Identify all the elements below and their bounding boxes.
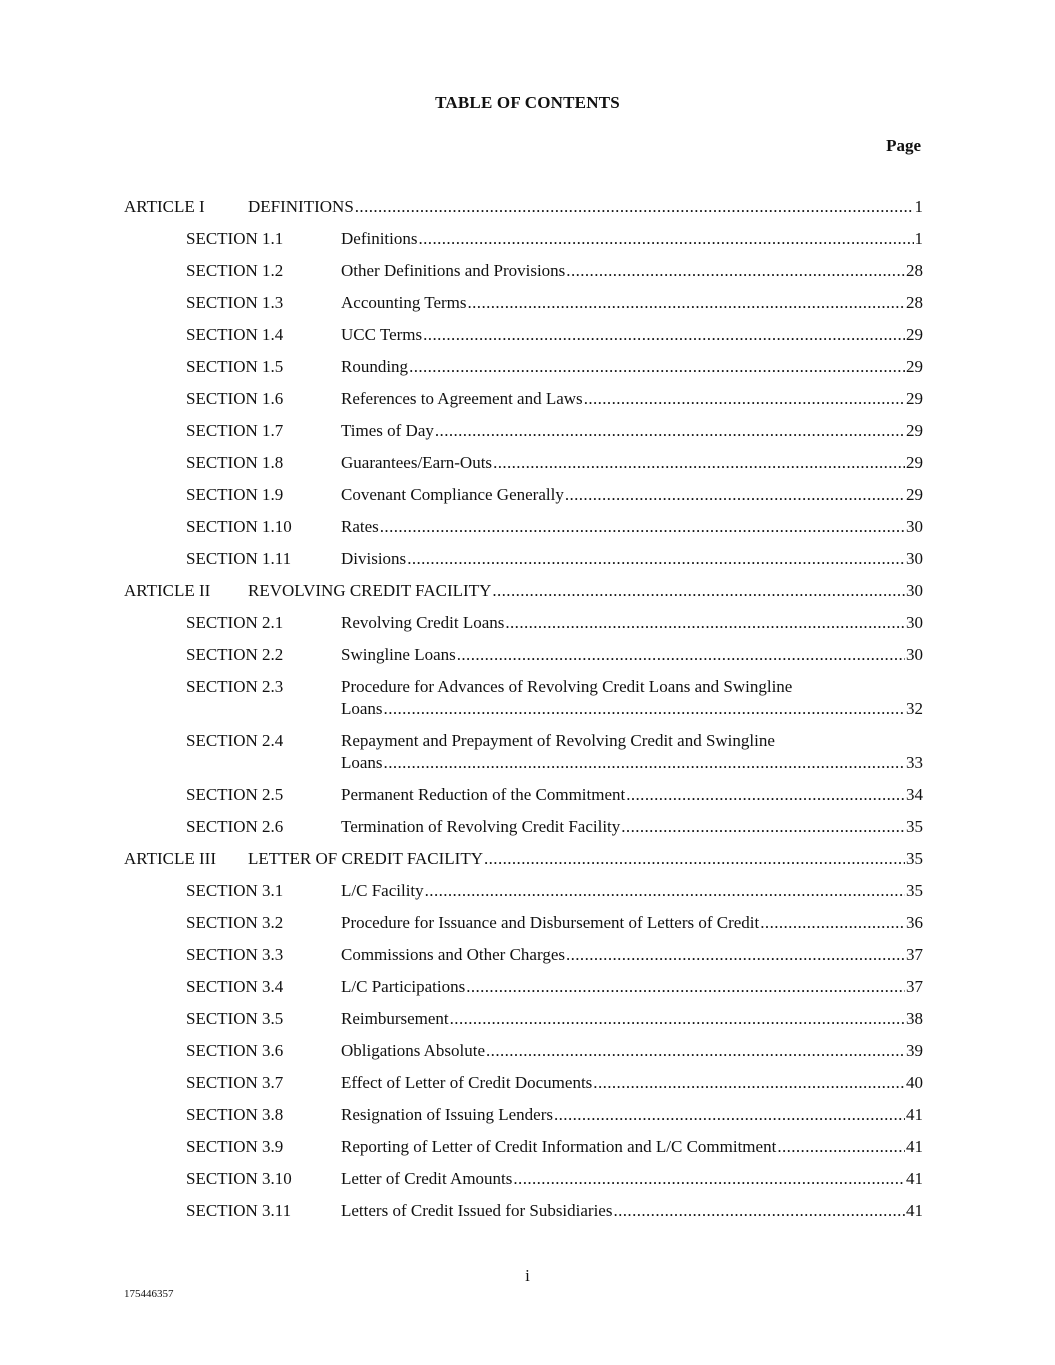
entry-title: Other Definitions and Provisions: [341, 261, 566, 280]
toc-title: TABLE OF CONTENTS: [435, 93, 620, 112]
entry-page-number: 30: [906, 613, 923, 632]
entry-leader-line: [341, 878, 923, 902]
dot-leader: [407, 548, 905, 570]
entry-number-label: SECTION 3.11: [186, 1201, 292, 1220]
toc-section-entry[interactable]: [0, 814, 1055, 846]
dot-leader: [621, 816, 905, 838]
entry-page-number: 30: [906, 581, 923, 600]
toc-section-entry[interactable]: [0, 386, 1055, 418]
entry-leader-line: [248, 578, 923, 602]
entry-page-number: 29: [906, 421, 923, 440]
entry-leader-line: [341, 1198, 923, 1222]
toc-section-entry[interactable]: [0, 910, 1055, 942]
entry-leader-line: [341, 1070, 923, 1094]
toc-section-entry[interactable]: [0, 258, 1055, 290]
dot-leader: [468, 292, 906, 314]
entry-title: Rates: [341, 517, 379, 536]
toc-section-entry[interactable]: [0, 878, 1055, 910]
entry-leader-line: [341, 1038, 923, 1062]
entry-page-number: 29: [906, 453, 923, 472]
toc-section-entry[interactable]: [0, 642, 1055, 674]
entry-page-number: 29: [906, 325, 923, 344]
entry-leader-line: [341, 1006, 923, 1030]
entry-title-wrap: [341, 1070, 923, 1094]
footer-page-number: i: [525, 1266, 530, 1285]
dot-leader: [486, 1040, 905, 1062]
entry-page-number: 29: [906, 357, 923, 376]
entry-number-label: SECTION 1.11: [186, 549, 292, 568]
entry-number-label: SECTION 2.1: [186, 613, 284, 632]
entry-title: Reimbursement: [341, 1009, 449, 1028]
entry-title-wrap: [341, 322, 923, 346]
entry-title: Effect of Letter of Credit Documents: [341, 1073, 593, 1092]
entry-number-label: SECTION 3.5: [186, 1009, 284, 1028]
entry-title: Procedure for Issuance and Disbursement of Letters of Credit: [341, 913, 760, 932]
toc-section-entry[interactable]: [0, 514, 1055, 546]
entry-title-wrap: [341, 642, 923, 666]
toc-article-entry[interactable]: [0, 578, 1055, 610]
entry-leader-line: [341, 546, 923, 570]
entry-number-label: SECTION 2.2: [186, 645, 284, 664]
entry-title-wrap: [341, 728, 923, 774]
toc-section-entry[interactable]: [0, 1166, 1055, 1198]
entry-leader-line: [341, 782, 923, 806]
entry-title: Commissions and Other Charges: [341, 945, 565, 964]
entry-title: L/C Facility: [341, 881, 424, 900]
entry-title-wrap: [341, 974, 923, 998]
toc-section-entry[interactable]: [0, 450, 1055, 482]
toc-section-entry[interactable]: [0, 546, 1055, 578]
entry-page-number: 41: [906, 1201, 923, 1220]
entry-title-wrap: [341, 910, 923, 934]
entry-number-label: SECTION 3.7: [186, 1073, 284, 1092]
dot-leader: [492, 580, 905, 602]
entry-title-wrap: [341, 814, 923, 838]
entry-number-label: SECTION 3.9: [186, 1137, 284, 1156]
entry-number-label: SECTION 1.9: [186, 485, 284, 504]
entry-number-label: SECTION 1.1: [186, 229, 284, 248]
entry-title: Letters of Credit Issued for Subsidiaries: [341, 1201, 613, 1220]
dot-leader: [435, 420, 905, 442]
entry-leader-line: [341, 322, 923, 346]
entry-title-wrap: [341, 942, 923, 966]
dot-leader: [777, 1136, 905, 1158]
entry-leader-line: [341, 418, 923, 442]
dot-leader: [554, 1104, 905, 1126]
page-column-heading: Page: [886, 136, 921, 155]
entry-title: Covenant Compliance Generally: [341, 485, 564, 504]
entry-page-number: 33: [906, 753, 923, 772]
entry-page-number: 41: [906, 1169, 923, 1188]
entry-title-wrap: [341, 514, 923, 538]
entry-title: REVOLVING CREDIT FACILITY: [248, 581, 492, 600]
entry-leader-line: [341, 450, 923, 474]
entry-title-wrap: [341, 226, 923, 250]
entry-title: Resignation of Issuing Lenders: [341, 1105, 553, 1124]
toc-section-entry[interactable]: [0, 728, 1055, 782]
entry-title: Obligations Absolute: [341, 1041, 486, 1060]
entry-number-label: ARTICLE I: [124, 197, 205, 216]
entry-page-number: 35: [906, 881, 923, 900]
entry-number-label: SECTION 1.8: [186, 453, 284, 472]
entry-page-number: 35: [906, 817, 923, 836]
entry-title-wrap: [341, 290, 923, 314]
entry-leader-line: [341, 386, 923, 410]
toc-section-entry[interactable]: [0, 1006, 1055, 1038]
entry-leader-line: [341, 1166, 923, 1190]
toc-section-entry[interactable]: [0, 482, 1055, 514]
entry-title-wrap: [341, 1006, 923, 1030]
dot-leader: [593, 1072, 905, 1094]
entry-leader-line: [341, 752, 923, 774]
entry-title: Termination of Revolving Credit Facility: [341, 817, 621, 836]
entry-leader-line: [341, 226, 923, 250]
entry-number-label: SECTION 1.2: [186, 261, 284, 280]
entry-page-number: 38: [906, 1009, 923, 1028]
dot-leader: [466, 976, 905, 998]
entry-leader-line: [341, 514, 923, 538]
entry-leader-line: [341, 814, 923, 838]
entry-title: Times of Day: [341, 421, 434, 440]
entry-number-label: SECTION 2.3: [186, 677, 284, 696]
toc-section-entry[interactable]: [0, 1198, 1055, 1230]
toc-section-entry[interactable]: [0, 418, 1055, 450]
toc-section-entry[interactable]: [0, 1070, 1055, 1102]
entry-number-label: SECTION 3.2: [186, 913, 284, 932]
entry-page-number: 34: [906, 785, 923, 804]
entry-title: Rounding: [341, 357, 409, 376]
entry-leader-line: [248, 194, 923, 218]
entry-leader-line: [341, 290, 923, 314]
entry-number-label: SECTION 3.6: [186, 1041, 284, 1060]
entry-page-number: 39: [906, 1041, 923, 1060]
entry-title-wrap: [341, 450, 923, 474]
entry-title: L/C Participations: [341, 977, 466, 996]
entry-page-number: 1: [914, 197, 923, 216]
dot-leader: [613, 1200, 905, 1222]
entry-number-label: SECTION 3.3: [186, 945, 284, 964]
entry-leader-line: [341, 910, 923, 934]
toc-section-entry[interactable]: [0, 1134, 1055, 1166]
entry-title-wrap: [341, 546, 923, 570]
entry-number-label: SECTION 3.8: [186, 1105, 284, 1124]
dot-leader: [419, 228, 914, 250]
entry-number-label: SECTION 2.4: [186, 731, 284, 750]
toc-section-entry[interactable]: [0, 674, 1055, 728]
entry-title: DEFINITIONS: [248, 197, 354, 216]
entry-title-wrap: [341, 1102, 923, 1126]
dot-leader: [423, 324, 905, 346]
entry-page-number: 37: [906, 945, 923, 964]
entry-page-number: 28: [906, 261, 923, 280]
entry-leader-line: [341, 698, 923, 720]
entry-title: Permanent Reduction of the Commitment: [341, 785, 626, 804]
entry-page-number: 36: [906, 913, 923, 932]
entry-title-wrap: [341, 386, 923, 410]
entry-leader-line: [341, 974, 923, 998]
entry-page-number: 29: [906, 485, 923, 504]
dot-leader: [384, 752, 905, 774]
dot-leader: [760, 912, 905, 934]
entry-title-wrap: [341, 1198, 923, 1222]
toc-article-entry[interactable]: [0, 846, 1055, 878]
dot-leader: [484, 848, 905, 870]
entry-page-number: 37: [906, 977, 923, 996]
entry-title: Letter of Credit Amounts: [341, 1169, 513, 1188]
entry-number-label: SECTION 1.6: [186, 389, 284, 408]
entry-title-wrap: [341, 418, 923, 442]
entry-leader-line: [341, 1102, 923, 1126]
dot-leader: [493, 452, 905, 474]
entry-title-wrap: [341, 878, 923, 902]
entry-title-wrap: [341, 258, 923, 282]
entry-title-wrap: [341, 1038, 923, 1062]
toc-section-entry[interactable]: [0, 226, 1055, 258]
entry-title: Reporting of Letter of Credit Information and L/C Commitment: [341, 1137, 777, 1156]
entry-leader-line: [341, 482, 923, 506]
entry-title: References to Agreement and Laws: [341, 389, 583, 408]
entry-leader-line: [341, 258, 923, 282]
entry-title: Guarantees/Earn-Outs: [341, 453, 493, 472]
entry-leader-line: [248, 846, 923, 870]
toc-section-entry[interactable]: [0, 354, 1055, 386]
entry-number-label: SECTION 3.4: [186, 977, 284, 996]
entry-title-first-line: Procedure for Advances of Revolving Credit Loans and Swingline: [341, 677, 793, 696]
entry-leader-line: [341, 642, 923, 666]
dot-leader: [505, 612, 905, 634]
entry-title: Revolving Credit Loans: [341, 613, 505, 632]
dot-leader: [384, 698, 905, 720]
toc-section-entry[interactable]: [0, 1038, 1055, 1070]
dot-leader: [626, 784, 905, 806]
entry-page-number: 30: [906, 517, 923, 536]
entry-title-wrap: [341, 1134, 923, 1158]
toc-entries: [0, 194, 1055, 1230]
entry-number-label: SECTION 1.4: [186, 325, 284, 344]
entry-number-label: SECTION 1.10: [186, 517, 292, 536]
toc-section-entry[interactable]: [0, 974, 1055, 1006]
dot-leader: [409, 356, 905, 378]
entry-leader-line: [341, 354, 923, 378]
entry-title: Loans: [341, 699, 383, 718]
entry-page-number: 41: [906, 1105, 923, 1124]
entry-title-first-line: Repayment and Prepayment of Revolving Credit and Swingline: [341, 731, 775, 750]
entry-page-number: 30: [906, 645, 923, 664]
entry-page-number: 1: [914, 229, 923, 248]
toc-section-entry[interactable]: [0, 782, 1055, 814]
dot-leader: [425, 880, 905, 902]
toc-article-entry[interactable]: [0, 194, 1055, 226]
entry-number-label: SECTION 1.3: [186, 293, 284, 312]
entry-page-number: 40: [906, 1073, 923, 1092]
entry-number-label: ARTICLE III: [124, 849, 216, 868]
toc-section-entry[interactable]: [0, 1102, 1055, 1134]
toc-section-entry[interactable]: [0, 322, 1055, 354]
entry-number-label: SECTION 2.5: [186, 785, 284, 804]
dot-leader: [565, 484, 905, 506]
footer-document-id: 175446357: [124, 1288, 174, 1300]
entry-title: UCC Terms: [341, 325, 423, 344]
entry-page-number: 30: [906, 549, 923, 568]
entry-number-label: SECTION 3.1: [186, 881, 284, 900]
entry-title-wrap: [248, 194, 923, 218]
toc-section-entry[interactable]: [0, 290, 1055, 322]
entry-title-wrap: [341, 610, 923, 634]
entry-page-number: 28: [906, 293, 923, 312]
entry-title: Accounting Terms: [341, 293, 467, 312]
entry-title: Loans: [341, 753, 383, 772]
entry-title-wrap: [248, 578, 923, 602]
entry-title-wrap: [341, 782, 923, 806]
dot-leader: [513, 1168, 905, 1190]
entry-page-number: 35: [906, 849, 923, 868]
dot-leader: [457, 644, 905, 666]
entry-leader-line: [341, 610, 923, 634]
dot-leader: [450, 1008, 905, 1030]
entry-number-label: SECTION 1.5: [186, 357, 284, 376]
entry-title-wrap: [341, 1166, 923, 1190]
dot-leader: [355, 196, 914, 218]
dot-leader: [566, 944, 905, 966]
entry-title-wrap: [341, 482, 923, 506]
entry-leader-line: [341, 1134, 923, 1158]
entry-leader-line: [341, 942, 923, 966]
entry-number-label: SECTION 1.7: [186, 421, 284, 440]
entry-page-number: 32: [906, 699, 923, 718]
entry-page-number: 41: [906, 1137, 923, 1156]
entry-page-number: 29: [906, 389, 923, 408]
toc-section-entry[interactable]: [0, 942, 1055, 974]
dot-leader: [566, 260, 905, 282]
entry-title-wrap: [248, 846, 923, 870]
dot-leader: [584, 388, 905, 410]
entry-number-label: ARTICLE II: [124, 581, 211, 600]
entry-title: LETTER OF CREDIT FACILITY: [248, 849, 483, 868]
entry-number-label: SECTION 3.10: [186, 1169, 292, 1188]
entry-title-wrap: [341, 354, 923, 378]
dot-leader: [380, 516, 905, 538]
entry-title-wrap: [341, 674, 923, 720]
entry-title: Definitions: [341, 229, 418, 248]
toc-section-entry[interactable]: [0, 610, 1055, 642]
entry-number-label: SECTION 2.6: [186, 817, 284, 836]
entry-title: Swingline Loans: [341, 645, 456, 664]
entry-title: Divisions: [341, 549, 407, 568]
